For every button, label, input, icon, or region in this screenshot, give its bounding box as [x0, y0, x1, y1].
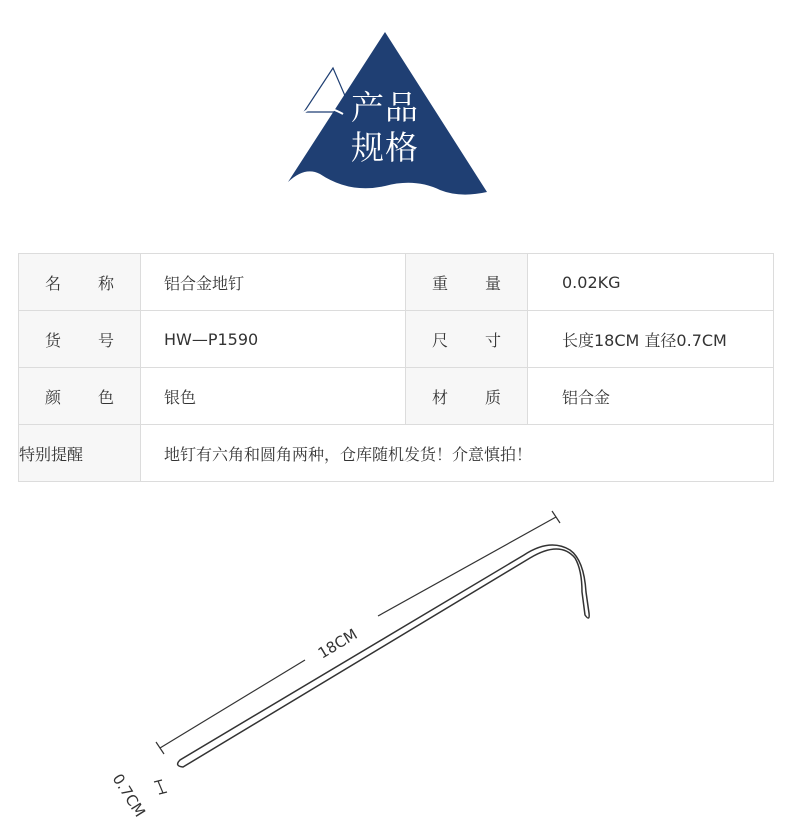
length-label: 18CM	[314, 625, 361, 663]
diameter-dimension-line	[158, 781, 163, 793]
table-row	[19, 254, 774, 311]
badge-title	[330, 88, 440, 168]
value-item-number: HW—P1590	[141, 311, 406, 368]
length-dimension-line	[378, 517, 556, 616]
diameter-label: 0.7CM	[108, 770, 149, 821]
value-material: 铝合金	[528, 368, 774, 425]
table-row	[19, 425, 774, 482]
label-notice: 特别提醒	[19, 425, 141, 482]
length-dimension-line	[160, 660, 305, 748]
badge-title-line1: 产品	[351, 88, 419, 127]
value-size: 长度18CM 直径0.7CM	[528, 311, 774, 368]
label-size: 尺 寸	[406, 311, 528, 368]
value-name: 铝合金地钉	[141, 254, 406, 311]
spec-table	[18, 253, 774, 482]
value-weight: 0.02KG	[528, 254, 774, 311]
value-notice: 地钉有六角和圆角两种，仓库随机发货！介意慎拍！	[141, 425, 774, 482]
label-item-number: 货 号	[19, 311, 141, 368]
label-color: 颜 色	[19, 368, 141, 425]
table-row	[19, 368, 774, 425]
badge-title-line2: 规格	[351, 128, 419, 167]
label-weight: 重 量	[406, 254, 528, 311]
stake-dimension-drawing	[0, 500, 790, 836]
length-tick	[156, 742, 164, 754]
table-row	[19, 311, 774, 368]
label-material: 材 质	[406, 368, 528, 425]
spec-header-badge	[0, 0, 790, 210]
length-tick	[552, 511, 560, 523]
stake-outline-icon	[178, 545, 590, 767]
value-color: 银色	[141, 368, 406, 425]
label-name: 名 称	[19, 254, 141, 311]
